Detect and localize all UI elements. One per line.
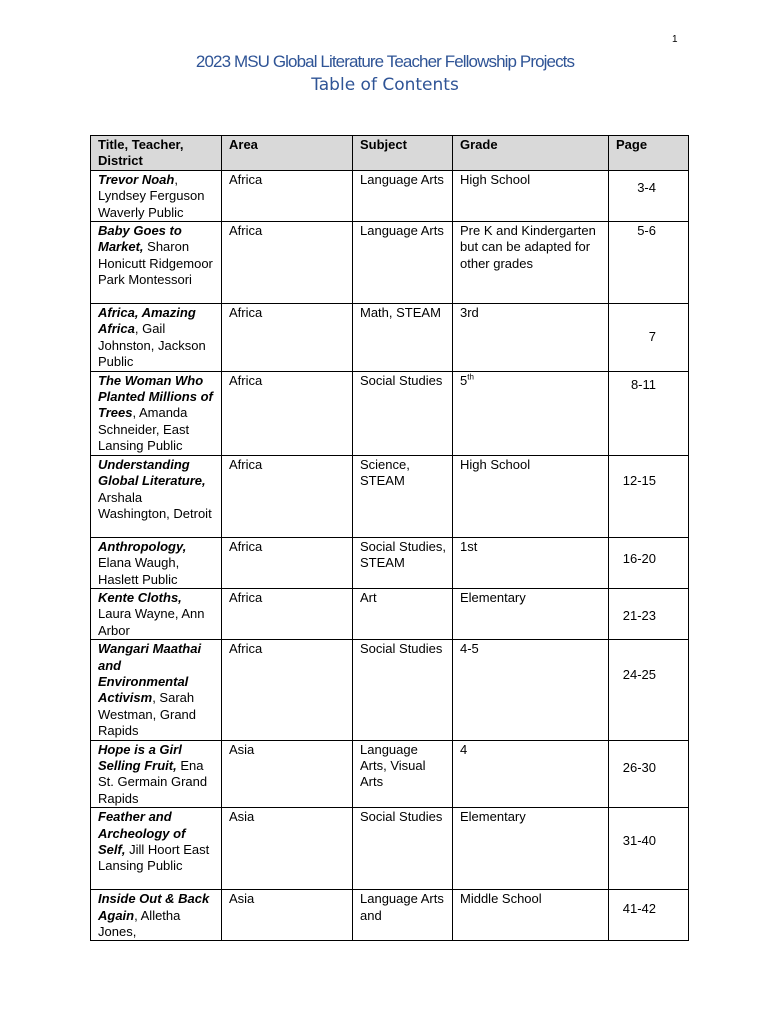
cell-page xyxy=(609,640,689,740)
teacher-district: , Amanda Schneider, East Lansing Public xyxy=(98,405,190,454)
teacher-district: , Gail Johnston, Jackson Public xyxy=(98,321,206,370)
cell-area: Africa xyxy=(222,588,353,639)
teacher-district: Sharon Honicutt Ridgemoor Park Montessori xyxy=(98,239,213,288)
cell-title-teacher-district xyxy=(91,740,222,808)
cell-title-teacher-district xyxy=(91,304,222,372)
cell-grade xyxy=(453,304,609,372)
page-number: 1 xyxy=(672,34,678,45)
grade-text: High School xyxy=(460,456,531,472)
teacher-district: Elana Waugh, Haslett Public xyxy=(98,555,180,587)
page-range: 31-40 xyxy=(622,833,656,849)
table-row xyxy=(91,455,689,537)
cell-subject: Math, STEAM xyxy=(353,304,453,372)
cell-subject: Language Arts xyxy=(353,222,453,304)
cell-subject: Art xyxy=(353,588,453,639)
cell-subject: Science, STEAM xyxy=(353,455,453,537)
teacher-district: Laura Wayne, Ann Arbor xyxy=(98,606,205,638)
cell-grade xyxy=(453,640,609,740)
header-subject: Subject xyxy=(353,136,453,171)
cell-area: Africa xyxy=(222,455,353,537)
cell-subject: Social Studies, STEAM xyxy=(353,537,453,588)
cell-page xyxy=(609,371,689,455)
table-row xyxy=(91,371,689,455)
cell-title-teacher-district xyxy=(91,588,222,639)
teacher-district: , Lyndsey Ferguson Waverly Public xyxy=(98,171,205,220)
grade-text: 4-5 xyxy=(460,641,479,657)
cell-area: Africa xyxy=(222,537,353,588)
table-row xyxy=(91,640,689,740)
contents-table xyxy=(90,135,689,941)
cell-subject: Social Studies xyxy=(353,808,453,890)
cell-subject: Social Studies xyxy=(353,371,453,455)
cell-grade xyxy=(453,808,609,890)
page-range: 12-15 xyxy=(622,472,656,488)
cell-title-teacher-district xyxy=(91,640,222,740)
cell-page xyxy=(609,537,689,588)
header-area: Area xyxy=(222,136,353,171)
header-page: Page xyxy=(609,136,689,171)
project-title: Trevor Noah xyxy=(98,171,175,187)
table-row xyxy=(91,537,689,588)
table-row xyxy=(91,588,689,639)
cell-page xyxy=(609,170,689,221)
table-body xyxy=(91,170,689,941)
project-title: Inside Out & Back Again xyxy=(98,891,210,923)
cell-page xyxy=(609,808,689,890)
page-range: 24-25 xyxy=(622,667,656,683)
table-row xyxy=(91,170,689,221)
cell-subject: Social Studies xyxy=(353,640,453,740)
page-range: 16-20 xyxy=(622,550,656,566)
project-title: Kente Cloths, xyxy=(98,589,182,605)
header-grade: Grade xyxy=(453,136,609,171)
grade-text: Middle School xyxy=(460,891,542,907)
project-title: Baby Goes to Market, xyxy=(98,223,182,255)
cell-grade xyxy=(453,455,609,537)
cell-subject: Language Arts, Visual Arts xyxy=(353,740,453,808)
table-row xyxy=(91,740,689,808)
grade-text: Pre K and Kindergarten but can be adapted for other grades xyxy=(460,223,596,271)
cell-area: Asia xyxy=(222,740,353,808)
cell-page xyxy=(609,890,689,941)
project-title: Feather and Archeology of Self, xyxy=(98,809,186,857)
cell-area: Africa xyxy=(222,640,353,740)
document-subtitle: Table of Contents xyxy=(311,75,459,95)
page-range: 3-4 xyxy=(637,179,656,195)
grade-superscript: th xyxy=(467,372,474,382)
cell-title-teacher-district xyxy=(91,170,222,221)
cell-area: Africa xyxy=(222,371,353,455)
cell-page xyxy=(609,222,689,304)
cell-title-teacher-district xyxy=(91,808,222,890)
cell-subject: Language Arts xyxy=(353,170,453,221)
cell-grade xyxy=(453,740,609,808)
document-title: 2023 MSU Global Literature Teacher Fellowship Projects xyxy=(195,52,575,71)
teacher-district: Jill Hoort East Lansing Public xyxy=(98,842,210,874)
cell-grade xyxy=(453,222,609,304)
page-range: 7 xyxy=(648,329,656,345)
cell-title-teacher-district xyxy=(91,222,222,304)
project-title: Understanding Global Literature, xyxy=(98,456,206,489)
teacher-district: , Alletha Jones, xyxy=(98,907,181,939)
cell-title-teacher-district xyxy=(91,371,222,455)
cell-grade xyxy=(453,588,609,639)
table-row xyxy=(91,222,689,304)
cell-area: Africa xyxy=(222,222,353,304)
grade-text: 1st xyxy=(460,538,478,554)
page-range: 5-6 xyxy=(637,223,656,239)
page-range: 26-30 xyxy=(622,759,656,775)
teacher-district: Arshala Washington, Detroit xyxy=(98,489,212,521)
teacher-district: , Sarah Westman, Grand Rapids xyxy=(98,690,197,739)
cell-grade xyxy=(453,537,609,588)
cell-page xyxy=(609,304,689,372)
cell-subject: Language Arts and xyxy=(353,890,453,941)
cell-area: Africa xyxy=(222,304,353,372)
cell-grade xyxy=(453,170,609,221)
page-range: 8-11 xyxy=(630,376,656,392)
cell-grade xyxy=(453,890,609,941)
table-row xyxy=(91,808,689,890)
project-title: Wangari Maathai and Environmental Activism xyxy=(98,641,202,706)
page-range: 21-23 xyxy=(622,607,656,623)
cell-grade xyxy=(453,371,609,455)
cell-page xyxy=(609,740,689,808)
header-title-teacher-district: Title, Teacher, District xyxy=(91,136,222,171)
grade-text: 5 xyxy=(460,372,468,388)
cell-title-teacher-district xyxy=(91,890,222,941)
grade-text: High School xyxy=(460,171,531,187)
cell-area: Asia xyxy=(222,808,353,890)
cell-page xyxy=(609,455,689,537)
project-title: Anthropology, xyxy=(98,538,187,554)
table-header-row xyxy=(91,136,689,171)
project-title: Hope is a Girl Selling Fruit, xyxy=(98,741,182,773)
cell-title-teacher-district xyxy=(91,537,222,588)
cell-title-teacher-district xyxy=(91,455,222,537)
grade-text: Elementary xyxy=(460,589,526,605)
project-title: Africa, Amazing Africa xyxy=(98,305,196,337)
table-row xyxy=(91,304,689,372)
cell-area: Asia xyxy=(222,890,353,941)
grade-text: Elementary xyxy=(460,809,526,825)
page-range: 41-42 xyxy=(622,901,656,917)
table-row xyxy=(91,890,689,941)
cell-area: Africa xyxy=(222,170,353,221)
project-title: The Woman Who Planted Millions of Trees xyxy=(98,372,213,421)
cell-page xyxy=(609,588,689,639)
grade-text: 4 xyxy=(460,741,468,757)
grade-text: 3rd xyxy=(460,305,479,321)
teacher-district: Ena St. Germain Grand Rapids xyxy=(98,757,208,806)
